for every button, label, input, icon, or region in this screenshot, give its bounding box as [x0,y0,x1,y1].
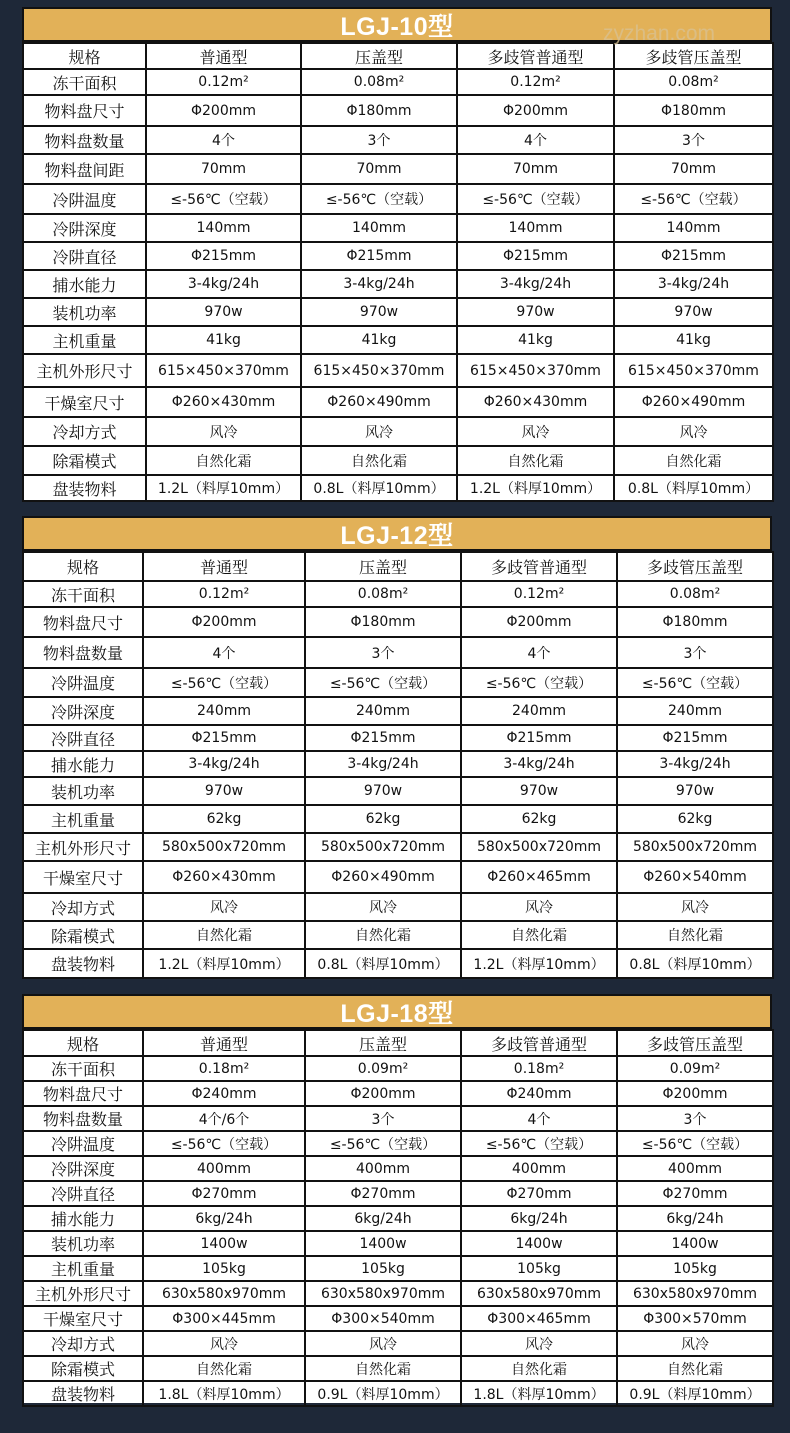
cell-value: 3-4kg/24h [461,751,617,777]
table-row [23,387,773,417]
row-label: 装机功率 [23,1231,143,1256]
row-label: 主机重量 [23,326,146,354]
cell-value: 3个 [617,1106,773,1131]
cell-value: 70mm [301,154,457,184]
table-row [23,1356,773,1381]
row-label: 冷阱温度 [23,184,146,214]
table-row [23,270,773,298]
row-label: 除霜模式 [23,446,146,475]
cell-value: 105kg [143,1256,305,1281]
cell-value: 4个 [457,126,614,154]
cell-value: 970w [146,298,301,326]
cell-value: Φ215mm [457,242,614,270]
column-header: 压盖型 [305,552,461,581]
cell-value: 0.9L（料厚10mm） [305,1381,461,1406]
cell-value: 1400w [617,1231,773,1256]
cell-value: 风冷 [614,417,773,446]
table-row [23,242,773,270]
table-row [23,805,773,833]
cell-value: 140mm [146,214,301,242]
cell-value: Φ300×445mm [143,1306,305,1331]
row-label: 冷却方式 [23,893,143,921]
table-row [23,1331,773,1356]
cell-value: Φ180mm [301,95,457,126]
cell-value: 400mm [617,1156,773,1181]
cell-value: ≤-56℃（空载） [305,668,461,697]
row-label: 冷阱直径 [23,242,146,270]
cell-value: 0.09m² [305,1056,461,1081]
cell-value: 风冷 [461,1331,617,1356]
cell-value: 615×450×370mm [301,354,457,387]
cell-value: Φ200mm [305,1081,461,1106]
cell-value: Φ300×570mm [617,1306,773,1331]
cell-value: 0.8L（料厚10mm） [614,475,773,501]
table-row [23,1281,773,1306]
cell-value: 580x500x720mm [617,833,773,861]
cell-value: 240mm [461,697,617,725]
cell-value: 970w [143,777,305,805]
table-row [23,581,773,607]
table-row [23,475,773,501]
cell-value: 630x580x970mm [617,1281,773,1306]
cell-value: Φ215mm [301,242,457,270]
cell-value: 615×450×370mm [614,354,773,387]
watermark: zyzhan.com [603,22,716,45]
cell-value: 105kg [305,1256,461,1281]
column-header: 压盖型 [305,1030,461,1056]
cell-value: Φ240mm [143,1081,305,1106]
cell-value: Φ270mm [143,1181,305,1206]
cell-value: Φ300×540mm [305,1306,461,1331]
cell-value: 3个 [301,126,457,154]
table-row [23,214,773,242]
cell-value: 140mm [457,214,614,242]
row-label: 除霜模式 [23,1356,143,1381]
cell-value: 风冷 [457,417,614,446]
header-row [23,43,773,69]
table-row [23,1256,773,1281]
cell-value: 自然化霜 [146,446,301,475]
cell-value: 0.8L（料厚10mm） [301,475,457,501]
spec-table [22,1029,774,1407]
cell-value: ≤-56℃（空载） [461,668,617,697]
spec-table-lgj-12 [22,516,772,979]
table-row [23,607,773,637]
cell-value: 自然化霜 [305,1356,461,1381]
cell-value: 240mm [617,697,773,725]
cell-value: 3-4kg/24h [617,751,773,777]
cell-value: 62kg [617,805,773,833]
cell-value: 3-4kg/24h [301,270,457,298]
cell-value: Φ260×490mm [305,861,461,893]
cell-value: 风冷 [461,893,617,921]
row-label: 主机外形尺寸 [23,833,143,861]
cell-value: Φ215mm [617,725,773,751]
spec-table-lgj-10 [22,7,772,501]
table-row [23,1131,773,1156]
cell-value: 1.2L（料厚10mm） [146,475,301,501]
table-row [23,893,773,921]
cell-value: 自然化霜 [305,921,461,949]
cell-value: Φ200mm [143,607,305,637]
cell-value: 240mm [305,697,461,725]
column-header: 多歧管压盖型 [614,43,773,69]
table-row [23,725,773,751]
cell-value: Φ270mm [617,1181,773,1206]
spec-table-lgj-18 [22,994,772,1403]
cell-value: 41kg [614,326,773,354]
row-label: 物料盘尺寸 [23,607,143,637]
cell-value: 4个 [461,1106,617,1131]
cell-value: 风冷 [143,893,305,921]
cell-value: ≤-56℃（空载） [457,184,614,214]
cell-value: 1400w [461,1231,617,1256]
row-label: 干燥室尺寸 [23,1306,143,1331]
row-label: 冷阱温度 [23,1131,143,1156]
cell-value: 3个 [617,637,773,668]
cell-value: 3个 [614,126,773,154]
cell-value: Φ300×465mm [461,1306,617,1331]
column-header: 多歧管普通型 [461,1030,617,1056]
cell-value: 风冷 [617,1331,773,1356]
row-label: 物料盘尺寸 [23,1081,143,1106]
cell-value: 41kg [301,326,457,354]
row-label: 冷阱深度 [23,214,146,242]
cell-value: 6kg/24h [305,1206,461,1231]
table-row [23,1156,773,1181]
cell-value: 615×450×370mm [146,354,301,387]
table-row [23,1056,773,1081]
header-row [23,1030,773,1056]
cell-value: 3-4kg/24h [614,270,773,298]
cell-value: Φ260×490mm [614,387,773,417]
row-label: 冻干面积 [23,581,143,607]
column-header: 多歧管普通型 [461,552,617,581]
cell-value: 630x580x970mm [143,1281,305,1306]
table-row [23,1081,773,1106]
cell-value: ≤-56℃（空载） [614,184,773,214]
cell-value: 自然化霜 [461,921,617,949]
row-label: 盘装物料 [23,949,143,978]
table-row [23,751,773,777]
spec-table [22,42,774,502]
cell-value: 1400w [305,1231,461,1256]
column-header: 规格 [23,552,143,581]
row-label: 除霜模式 [23,921,143,949]
cell-value: Φ200mm [146,95,301,126]
row-label: 物料盘数量 [23,637,143,668]
cell-value: 62kg [461,805,617,833]
cell-value: 0.08m² [301,69,457,95]
cell-value: Φ260×430mm [143,861,305,893]
cell-value: 0.08m² [305,581,461,607]
row-label: 干燥室尺寸 [23,387,146,417]
cell-value: 0.9L（料厚10mm） [617,1381,773,1406]
table-row [23,777,773,805]
cell-value: 970w [614,298,773,326]
cell-value: 70mm [614,154,773,184]
cell-value: Φ260×540mm [617,861,773,893]
table-row [23,1106,773,1131]
row-label: 冷却方式 [23,417,146,446]
cell-value: 1.2L（料厚10mm） [461,949,617,978]
cell-value: 1.8L（料厚10mm） [461,1381,617,1406]
row-label: 物料盘数量 [23,126,146,154]
cell-value: Φ200mm [457,95,614,126]
cell-value: 自然化霜 [614,446,773,475]
cell-value: 自然化霜 [617,921,773,949]
cell-value: 自然化霜 [461,1356,617,1381]
cell-value: 风冷 [301,417,457,446]
cell-value: 4个 [146,126,301,154]
cell-value: 0.18m² [143,1056,305,1081]
cell-value: 970w [305,777,461,805]
cell-value: 0.09m² [617,1056,773,1081]
cell-value: 自然化霜 [143,921,305,949]
cell-value: Φ215mm [614,242,773,270]
table-row [23,417,773,446]
row-label: 冻干面积 [23,69,146,95]
cell-value: 140mm [614,214,773,242]
row-label: 盘装物料 [23,1381,143,1406]
column-header: 普通型 [143,1030,305,1056]
spec-table [22,551,774,979]
row-label: 主机重量 [23,805,143,833]
cell-value: Φ215mm [461,725,617,751]
cell-value: 62kg [305,805,461,833]
cell-value: 400mm [143,1156,305,1181]
cell-value: 0.12m² [143,581,305,607]
cell-value: ≤-56℃（空载） [146,184,301,214]
cell-value: Φ260×430mm [457,387,614,417]
row-label: 捕水能力 [23,270,146,298]
cell-value: 580x500x720mm [305,833,461,861]
table-row [23,298,773,326]
cell-value: 41kg [146,326,301,354]
column-header: 压盖型 [301,43,457,69]
cell-value: 970w [301,298,457,326]
cell-value: 自然化霜 [617,1356,773,1381]
row-label: 冷阱直径 [23,725,143,751]
table-row [23,69,773,95]
cell-value: 自然化霜 [301,446,457,475]
row-label: 冷阱深度 [23,697,143,725]
cell-value: 风冷 [305,1331,461,1356]
cell-value: 140mm [301,214,457,242]
cell-value: 0.12m² [457,69,614,95]
column-header: 规格 [23,43,146,69]
column-header: 普通型 [146,43,301,69]
table-row [23,1181,773,1206]
cell-value: 6kg/24h [617,1206,773,1231]
table-row [23,95,773,126]
cell-value: Φ200mm [461,607,617,637]
cell-value: 400mm [461,1156,617,1181]
header-row [23,552,773,581]
cell-value: 580x500x720mm [143,833,305,861]
cell-value: ≤-56℃（空载） [143,1131,305,1156]
row-label: 冷阱深度 [23,1156,143,1181]
table-row [23,1306,773,1331]
cell-value: 风冷 [143,1331,305,1356]
table-row [23,1231,773,1256]
row-label: 捕水能力 [23,751,143,777]
cell-value: 70mm [146,154,301,184]
table-row [23,668,773,697]
column-header: 多歧管压盖型 [617,1030,773,1056]
cell-value: 105kg [617,1256,773,1281]
table-title: LGJ-18型 [22,994,772,1029]
cell-value: Φ215mm [305,725,461,751]
cell-value: Φ200mm [617,1081,773,1106]
column-header: 多歧管压盖型 [617,552,773,581]
cell-value: 970w [617,777,773,805]
table-row [23,833,773,861]
table-row [23,637,773,668]
table-row [23,1381,773,1406]
cell-value: 630x580x970mm [461,1281,617,1306]
table-row [23,354,773,387]
row-label: 冻干面积 [23,1056,143,1081]
row-label: 冷却方式 [23,1331,143,1356]
row-label: 主机外形尺寸 [23,354,146,387]
row-label: 冷阱温度 [23,668,143,697]
row-label: 主机外形尺寸 [23,1281,143,1306]
cell-value: 自然化霜 [143,1356,305,1381]
cell-value: 3-4kg/24h [146,270,301,298]
row-label: 物料盘间距 [23,154,146,184]
cell-value: 4个 [143,637,305,668]
cell-value: 630x580x970mm [305,1281,461,1306]
cell-value: 105kg [461,1256,617,1281]
cell-value: 0.8L（料厚10mm） [617,949,773,978]
cell-value: 0.12m² [146,69,301,95]
cell-value: 6kg/24h [461,1206,617,1231]
cell-value: 4个/6个 [143,1106,305,1131]
table-row [23,446,773,475]
table-row [23,126,773,154]
column-header: 普通型 [143,552,305,581]
cell-value: Φ270mm [305,1181,461,1206]
row-label: 冷阱直径 [23,1181,143,1206]
table-row [23,154,773,184]
cell-value: Φ260×465mm [461,861,617,893]
cell-value: Φ270mm [461,1181,617,1206]
cell-value: Φ180mm [614,95,773,126]
column-header: 规格 [23,1030,143,1056]
table-title: LGJ-10型 [22,7,772,42]
cell-value: 风冷 [305,893,461,921]
cell-value: 自然化霜 [457,446,614,475]
cell-value: Φ180mm [617,607,773,637]
row-label: 物料盘尺寸 [23,95,146,126]
cell-value: 3个 [305,637,461,668]
cell-value: Φ215mm [143,725,305,751]
cell-value: 4个 [461,637,617,668]
cell-value: Φ260×490mm [301,387,457,417]
cell-value: 3-4kg/24h [457,270,614,298]
cell-value: ≤-56℃（空载） [143,668,305,697]
table-title: LGJ-12型 [22,516,772,551]
column-header: 多歧管普通型 [457,43,614,69]
cell-value: 580x500x720mm [461,833,617,861]
cell-value: 240mm [143,697,305,725]
cell-value: 970w [461,777,617,805]
row-label: 盘装物料 [23,475,146,501]
table-row [23,921,773,949]
cell-value: 3个 [305,1106,461,1131]
cell-value: 400mm [305,1156,461,1181]
cell-value: 0.08m² [617,581,773,607]
cell-value: Φ180mm [305,607,461,637]
cell-value: 0.18m² [461,1056,617,1081]
cell-value: 62kg [143,805,305,833]
cell-value: 0.8L（料厚10mm） [305,949,461,978]
cell-value: ≤-56℃（空载） [305,1131,461,1156]
row-label: 主机重量 [23,1256,143,1281]
cell-value: 615×450×370mm [457,354,614,387]
cell-value: 6kg/24h [143,1206,305,1231]
cell-value: 1.8L（料厚10mm） [143,1381,305,1406]
row-label: 物料盘数量 [23,1106,143,1131]
cell-value: 41kg [457,326,614,354]
cell-value: 0.08m² [614,69,773,95]
row-label: 干燥室尺寸 [23,861,143,893]
cell-value: ≤-56℃（空载） [301,184,457,214]
row-label: 装机功率 [23,298,146,326]
table-row [23,1206,773,1231]
cell-value: 970w [457,298,614,326]
cell-value: 3-4kg/24h [305,751,461,777]
cell-value: 1.2L（料厚10mm） [143,949,305,978]
row-label: 捕水能力 [23,1206,143,1231]
cell-value: 3-4kg/24h [143,751,305,777]
cell-value: 0.12m² [461,581,617,607]
table-row [23,949,773,978]
cell-value: ≤-56℃（空载） [461,1131,617,1156]
cell-value: 风冷 [146,417,301,446]
cell-value: ≤-56℃（空载） [617,1131,773,1156]
cell-value: ≤-56℃（空载） [617,668,773,697]
table-row [23,861,773,893]
cell-value: 1400w [143,1231,305,1256]
cell-value: 70mm [457,154,614,184]
table-row [23,697,773,725]
table-row [23,326,773,354]
cell-value: Φ260×430mm [146,387,301,417]
row-label: 装机功率 [23,777,143,805]
cell-value: Φ240mm [461,1081,617,1106]
table-row [23,184,773,214]
cell-value: Φ215mm [146,242,301,270]
cell-value: 风冷 [617,893,773,921]
cell-value: 1.2L（料厚10mm） [457,475,614,501]
